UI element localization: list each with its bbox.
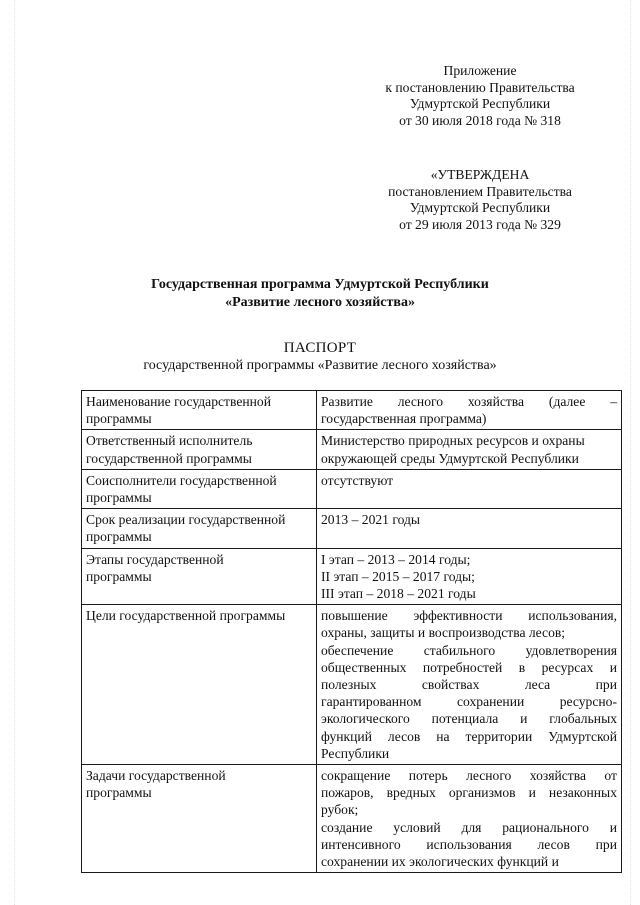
- row-label-line: программы: [86, 568, 152, 584]
- program-title-line: «Развитие лесного хозяйства»: [225, 295, 415, 310]
- approval-line: Удмуртской Республики: [409, 200, 551, 215]
- row-label-cell: [82, 469, 317, 508]
- appendix-reference: [360, 63, 600, 129]
- row-label-line: Ответственный исполнитель: [86, 433, 253, 449]
- row-value-line: Развитие лесного хозяйства (далее –: [321, 394, 617, 409]
- row-label-cell: [82, 391, 317, 430]
- row-value-line: сокращение потерь лесного хозяйства от: [321, 768, 617, 784]
- row-value-line: государственная программа): [321, 411, 487, 427]
- table-row: [82, 605, 622, 765]
- passport-subheading: государственной программы «Развитие лесного хозяйства»: [143, 358, 497, 373]
- row-value-line: функций лесов на территории Удмуртской: [321, 728, 617, 744]
- row-label-line: программы: [86, 785, 152, 801]
- row-label-line: государственной программы: [86, 450, 252, 466]
- row-value-line: экологического потенциала и глобальных: [321, 711, 617, 727]
- row-label-cell: [82, 509, 317, 548]
- row-value-line: общественных потребностей в ресурсах и: [321, 659, 617, 675]
- row-value-line: 2013 – 2021 годы: [321, 512, 421, 528]
- row-value-cell: [317, 605, 622, 765]
- row-value-line: пожаров, вредных организмов и незаконных: [321, 785, 617, 801]
- table-row: [82, 548, 622, 605]
- passport-heading-block: [40, 339, 600, 375]
- program-title: [40, 276, 600, 312]
- row-label-cell: [82, 430, 317, 469]
- row-label-line: Цели государственной программы: [86, 608, 286, 624]
- row-value-line: Республики: [321, 745, 390, 761]
- row-value-line: рубок;: [321, 802, 359, 818]
- row-value-line: полезных свойствах леса при: [321, 677, 617, 693]
- row-label-line: программы: [86, 411, 152, 427]
- row-value-line: II этап – 2015 – 2017 годы;: [321, 568, 475, 584]
- row-value-cell: [317, 509, 622, 548]
- appendix-line: от 30 июля 2018 года № 318: [399, 112, 561, 128]
- row-value-line: сохранении их экологических функций и: [321, 854, 559, 870]
- appendix-line: Удмуртской Республики: [409, 96, 551, 111]
- program-title-line: Государственная программа Удмуртской Республики: [151, 277, 489, 292]
- passport-heading: ПАСПОРТ: [283, 340, 357, 356]
- row-value-line: Министерство природных ресурсов и охраны: [321, 433, 585, 449]
- passport-table: [81, 390, 622, 873]
- row-value-cell: [317, 430, 622, 469]
- row-value-line: повышение эффективности использования,: [321, 608, 617, 624]
- table-row: [82, 391, 622, 430]
- row-label-line: Этапы государственной: [86, 551, 224, 567]
- row-label-cell: [82, 605, 317, 765]
- row-label-line: Соисполнители государственной: [86, 472, 277, 488]
- row-value-line: окружающей среды Удмуртской Республики: [321, 450, 579, 466]
- approval-line: постановлением Правительства: [388, 183, 572, 199]
- row-label-line: Задачи государственной: [86, 768, 226, 784]
- row-label-line: Наименование государственной: [86, 394, 271, 409]
- row-value-cell: [317, 391, 622, 430]
- right-margin-mark: [630, 0, 631, 905]
- appendix-line: Приложение: [443, 63, 517, 78]
- row-value-line: I этап – 2013 – 2014 годы;: [321, 551, 471, 567]
- row-label-line: программы: [86, 529, 152, 545]
- row-value-line: создание условий для рационального и: [321, 819, 617, 835]
- row-label-cell: [82, 548, 317, 605]
- row-label-line: программы: [86, 490, 152, 506]
- row-value-line: III этап – 2018 – 2021 годы: [321, 586, 476, 602]
- row-label-cell: [82, 765, 317, 873]
- approval-line: «УТВЕРЖДЕНА: [430, 167, 530, 182]
- row-value-line: отсутствуют: [321, 472, 394, 488]
- table-row: [82, 430, 622, 469]
- table-row: [82, 509, 622, 548]
- row-value-cell: [317, 548, 622, 605]
- approval-line: от 29 июля 2013 года № 329: [399, 216, 561, 232]
- left-margin-mark: [14, 0, 15, 905]
- table-row: [82, 469, 622, 508]
- row-value-line: обеспечение стабильного удовлетворения: [321, 642, 617, 658]
- row-value-line: охраны, защиты и воспроизводства лесов;: [321, 625, 566, 641]
- row-value-line: интенсивного использования лесов при: [321, 836, 617, 852]
- row-label-line: Срок реализации государственной: [86, 512, 286, 528]
- row-value-cell: [317, 765, 622, 873]
- row-value-cell: [317, 469, 622, 508]
- approval-reference: [360, 167, 600, 233]
- appendix-line: к постановлению Правительства: [385, 79, 575, 95]
- table-row: [82, 765, 622, 873]
- row-value-line: гарантированном сохранении ресурсно-: [321, 694, 617, 710]
